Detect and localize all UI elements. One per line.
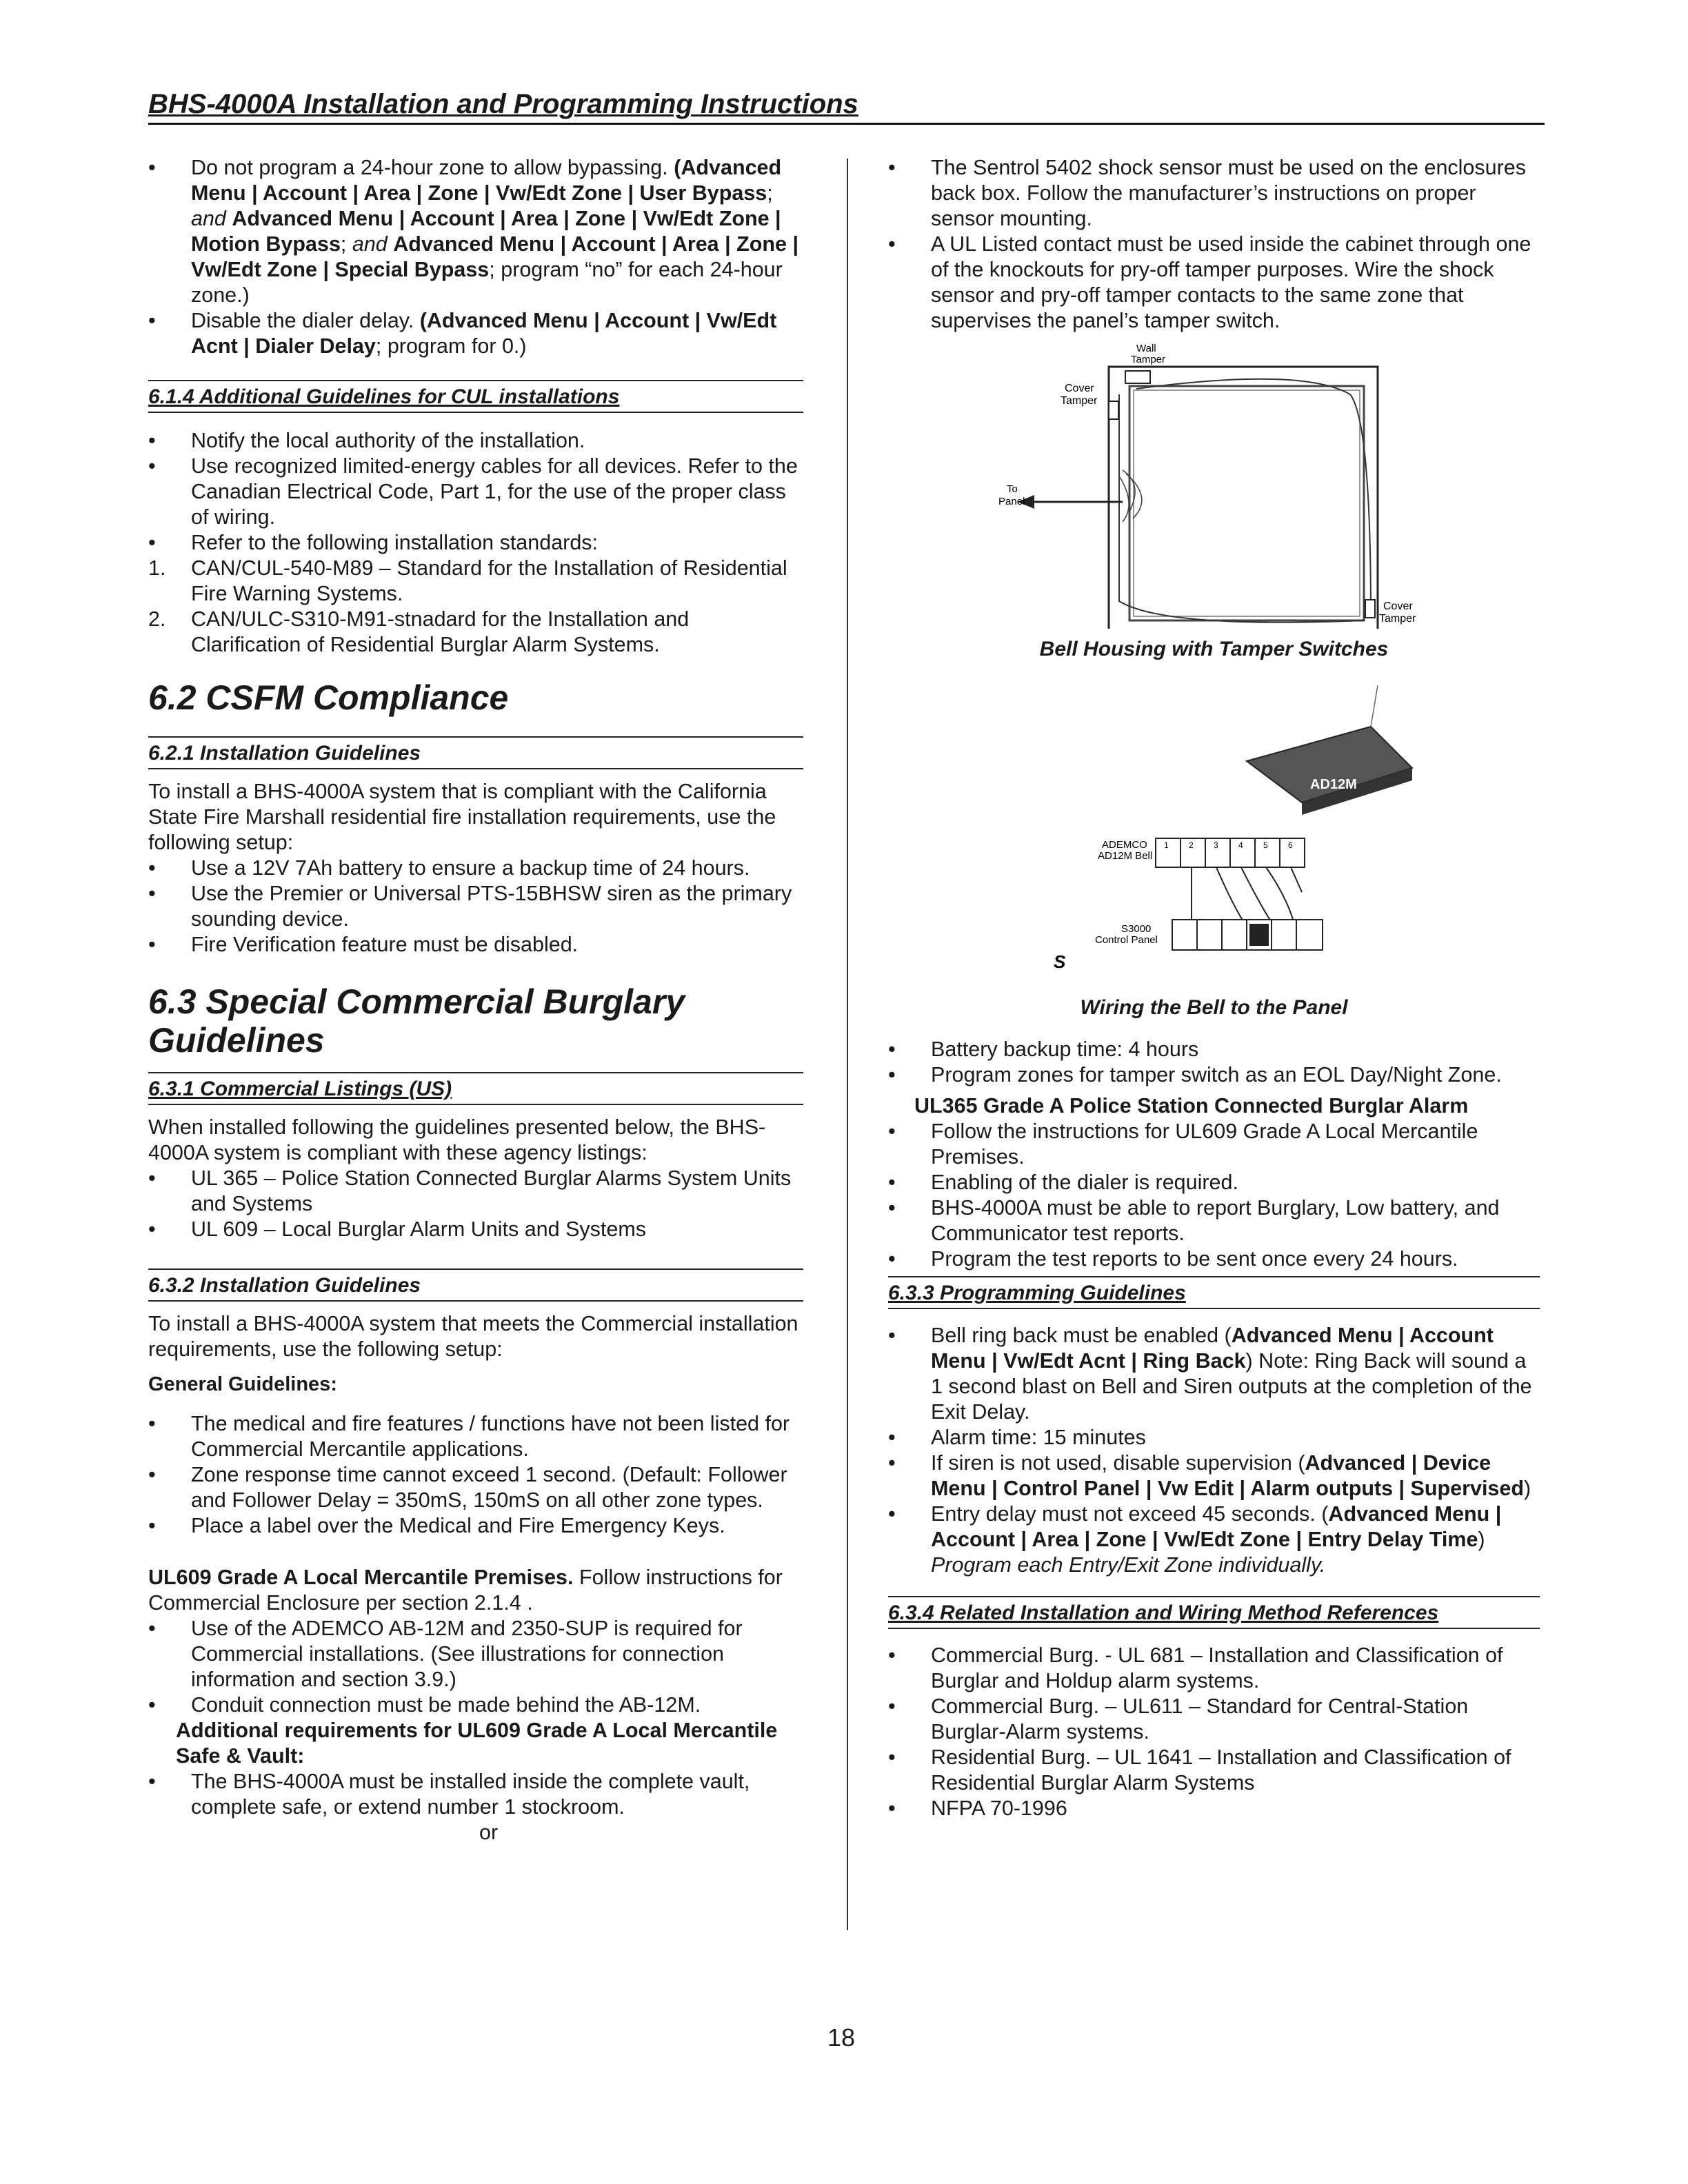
- diagram-mark: S: [1054, 951, 1066, 972]
- bell-housing-figure: [888, 339, 1540, 660]
- page-number: 18: [827, 2023, 856, 2052]
- sensor-bullet-list: [888, 155, 1540, 334]
- panel-label: Panel: [998, 496, 1025, 507]
- standards-numbered-list: [148, 556, 803, 658]
- list-item: • Enabling of the dialer is required.: [888, 1170, 1540, 1195]
- wall-tamper-label: Tamper: [1131, 354, 1166, 365]
- list-item: • UL 609 – Local Burglar Alarm Units and Systems: [148, 1217, 803, 1242]
- list-item: 2. CAN/ULC-S310-M91-stnadard for the Installation and Clarification of Residential Burglar Alarm Systems.: [148, 607, 690, 656]
- right-column: [888, 155, 1540, 1821]
- list-item: • Zone response time cannot exceed 1 second. (Default: Follower and Follower Delay = 350mS, 150mS on all other zone types.: [148, 1462, 803, 1513]
- intro-bullet-list: [148, 155, 803, 359]
- list-item: • Program zones for tamper switch as an EOL Day/Night Zone.: [888, 1062, 1540, 1088]
- vault-bullet-list: [148, 1769, 803, 1820]
- programming-bullet-list: [888, 1323, 1540, 1578]
- cover-tamper-switch-top: [1109, 401, 1118, 419]
- section-6-3-heading: 6.3 Special Commercial Burglary Guidelines: [148, 982, 685, 1060]
- general-bullet-list: [148, 1411, 803, 1539]
- csfm-intro-text: To install a BHS-4000A system that is compliant with the California State Fire Marshall residential fire installation requirements, use the following setup:: [148, 780, 776, 854]
- additional-requirements-heading: Additional requirements for UL609 Grade A Local Mercantile Safe & Vault:: [176, 1719, 778, 1768]
- list-item: • Program the test reports to be sent once every 24 hours.: [888, 1246, 1540, 1272]
- cover-label-bottom: Cover: [1383, 600, 1413, 612]
- ul365-bullet-list: [888, 1119, 1540, 1272]
- bell-housing-caption: Bell Housing with Tamper Switches: [1039, 638, 1389, 660]
- wall-tamper-switch: [1125, 371, 1150, 383]
- general-guidelines-label: General Guidelines:: [148, 1373, 337, 1395]
- list-item: • Alarm time: 15 minutes: [888, 1425, 1540, 1450]
- list-item: • The medical and fire features / functions have not been listed for Commercial Mercantile applications.: [148, 1411, 803, 1462]
- list-item: • Use of the ADEMCO AB-12M and 2350-SUP is required for Commercial installations. (See illustrations for connection information and section 3.9.): [148, 1616, 803, 1692]
- list-item: • Refer to the following installation standards:: [148, 530, 803, 556]
- housing-outer: [1109, 367, 1378, 629]
- bell-wiring-figure: [888, 685, 1540, 1023]
- column-divider: [847, 159, 848, 1930]
- tamper-wire: [1136, 379, 1371, 615]
- section-6-2-heading: 6.2 CSFM Compliance: [148, 678, 509, 717]
- list-item: • Bell ring back must be enabled (Advanced Menu | Account Menu | Vw/Edt Acnt | Ring Back) Note: Ring Back will sound a 1 second blast on Bell and Siren outputs at the completion of the Exit Delay.: [888, 1323, 1540, 1425]
- bell-wiring-diagram: [888, 685, 1540, 982]
- cover-label: Cover: [1065, 383, 1094, 394]
- section-6-3-3-heading: 6.3.3 Programming Guidelines: [888, 1276, 1540, 1309]
- list-item: • The BHS-4000A must be installed inside the complete vault, complete safe, or extend number 1 stockroom.: [148, 1769, 803, 1820]
- cover-tamper-label: Tamper: [1061, 395, 1098, 407]
- list-item: • The Sentrol 5402 shock sensor must be used on the enclosures back box. Follow the manufacturer’s instructions on proper sensor mounting.: [888, 155, 1540, 232]
- list-item: • Residential Burg. – UL 1641 – Installation and Classification of Residential Burglar Alarm Systems: [888, 1745, 1540, 1796]
- tamper-label-bottom: Tamper: [1379, 613, 1416, 625]
- bell-wiring: [1192, 867, 1302, 927]
- listings-bullet-list: [148, 1166, 803, 1242]
- ademco-label: ADEMCO: [1102, 839, 1147, 851]
- svg-text:3: 3: [1214, 840, 1218, 850]
- list-item: • Do not program a 24-hour zone to allow bypassing. (Advanced Menu | Account | Area | Zone | Vw/Edt Zone | User Bypass; and Advanced Menu | Account | Area | Zone | Vw/Edt Zone | Motion Bypass; and Advanced Menu | Account | Area | Zone | Vw/Edt Zone | Special Bypass; program “no” for each 24-hour zone.): [148, 155, 803, 308]
- list-item: • NFPA 70-1996: [888, 1796, 1540, 1821]
- listings-intro-text: When installed following the guidelines presented below, the BHS-4000A system is compliant with these agency listings:: [148, 1115, 766, 1164]
- list-item: • Place a label over the Medical and Fire Emergency Keys.: [148, 1513, 803, 1539]
- list-item: • Commercial Burg. - UL 681 – Installation and Classification of Burglar and Holdup alarm systems.: [888, 1643, 1540, 1694]
- section-6-3-4-heading: 6.3.4 Related Installation and Wiring Method References: [888, 1596, 1540, 1629]
- battery-bullet-list: [888, 1037, 1540, 1088]
- to-label: To: [1007, 483, 1018, 495]
- svg-text:5: 5: [1263, 840, 1268, 850]
- cover-tamper-switch-bottom: [1365, 600, 1375, 618]
- svg-text:2: 2: [1189, 840, 1194, 850]
- bell-wiring-caption: Wiring the Bell to the Panel: [1080, 996, 1348, 1019]
- bell-housing-diagram: [888, 339, 1540, 629]
- list-item: • Use a 12V 7Ah battery to ensure a backup time of 24 hours.: [148, 856, 803, 881]
- ul365-heading: UL365 Grade A Police Station Connected Burglar Alarm: [914, 1094, 1469, 1118]
- list-item: • Entry delay must not exceed 45 seconds. (Advanced Menu | Account | Area | Zone | Vw/Edt Zone | Entry Delay Time) Program each Entry/Exit Zone individually.: [888, 1502, 1540, 1578]
- ad12m-logo: AD12M: [1310, 777, 1357, 792]
- list-item: • Use the Premier or Universal PTS-15BHSW siren as the primary sounding device.: [148, 881, 803, 932]
- csfm-bullet-list: [148, 856, 803, 958]
- references-bullet-list: [888, 1643, 1540, 1821]
- ad12m-bell-label: AD12M Bell: [1098, 850, 1153, 862]
- wall-label: Wall: [1136, 343, 1156, 354]
- svg-text:4: 4: [1238, 840, 1243, 850]
- list-item: • Fire Verification feature must be disabled.: [148, 932, 803, 958]
- left-column: [148, 155, 803, 1846]
- commercial-intro-text: To install a BHS-4000A system that meets the Commercial installation requirements, use the following setup:: [148, 1312, 798, 1361]
- ul609-paragraph: UL609 Grade A Local Mercantile Premises. Follow instructions for Commercial Enclosure per section 2.1.4 .: [148, 1566, 783, 1615]
- list-item: • Conduit connection must be made behind the AB-12M.: [148, 1692, 803, 1718]
- list-item: • Notify the local authority of the installation.: [148, 428, 803, 454]
- s3000-label: S3000: [1121, 923, 1152, 935]
- list-item: • BHS-4000A must be able to report Burglary, Low battery, and Communicator test reports.: [888, 1195, 1540, 1246]
- list-item: • If siren is not used, disable supervision (Advanced | Device Menu | Control Panel | Vw Edit | Alarm outputs | Supervised): [888, 1450, 1540, 1502]
- svg-text:1: 1: [1164, 840, 1169, 850]
- list-item: • UL 365 – Police Station Connected Burglar Alarms System Units and Systems: [148, 1166, 803, 1217]
- document-title: BHS-4000A Installation and Programming Instructions: [148, 89, 858, 119]
- svg-text:6: 6: [1288, 840, 1293, 850]
- section-6-2-1-heading: 6.2.1 Installation Guidelines: [148, 736, 803, 769]
- section-6-3-1-heading: 6.3.1 Commercial Listings (US): [148, 1072, 803, 1105]
- list-item: • A UL Listed contact must be used inside the cabinet through one of the knockouts for pry-off tamper purposes. Wire the shock sensor and pry-off tamper contacts to the same zone that supervises the panel’s tamper switch.: [888, 232, 1540, 334]
- list-item: • Battery backup time: 4 hours: [888, 1037, 1540, 1062]
- ul609-bullet-list: [148, 1616, 803, 1718]
- page-header: [148, 87, 1545, 125]
- or-text: or: [479, 1821, 499, 1844]
- section-6-3-2-heading: 6.3.2 Installation Guidelines: [148, 1268, 803, 1302]
- housing-inner: [1129, 386, 1364, 620]
- control-panel-label: Control Panel: [1095, 934, 1158, 946]
- list-item: • Follow the instructions for UL609 Grade A Local Mercantile Premises.: [888, 1119, 1540, 1170]
- list-item: • Commercial Burg. – UL611 – Standard for Central-Station Burglar-Alarm systems.: [888, 1694, 1540, 1745]
- list-item: • Use recognized limited-energy cables for all devices. Refer to the Canadian Electrical Code, Part 1, for the use of the proper class of wiring.: [148, 454, 803, 530]
- cul-bullet-list: [148, 428, 803, 556]
- list-item: • Disable the dialer delay. (Advanced Menu | Account | Vw/Edt Acnt | Dialer Delay; program for 0.): [148, 308, 803, 359]
- list-item: 1. CAN/CUL-540-M89 – Standard for the Installation of Residential Fire Warning Systems.: [148, 556, 787, 605]
- section-6-1-4-heading: 6.1.4 Additional Guidelines for CUL installations: [148, 380, 803, 413]
